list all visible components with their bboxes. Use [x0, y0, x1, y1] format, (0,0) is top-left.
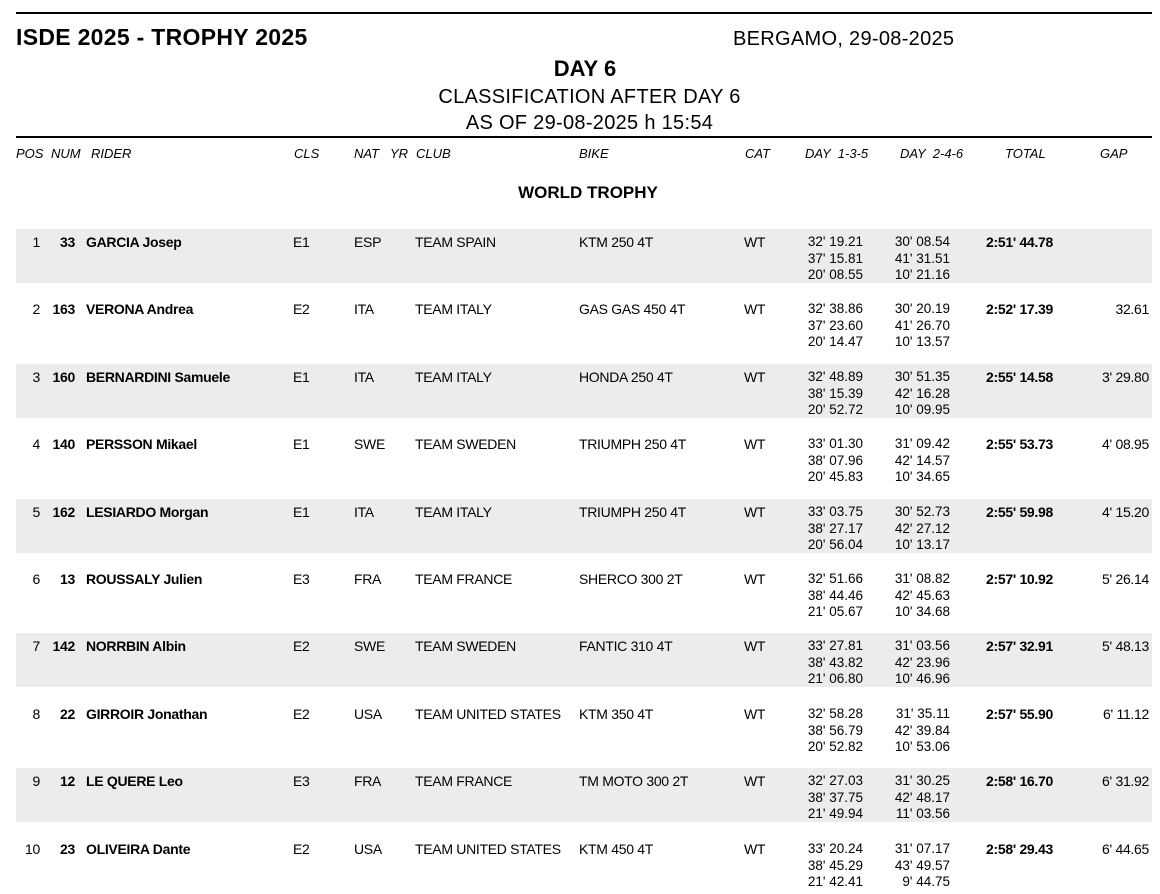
classification-heading: CLASSIFICATION AFTER DAY 6: [438, 86, 741, 108]
day246-time: 10' 46.96: [894, 671, 950, 686]
row-num: 160: [52, 369, 75, 385]
day246-time: 31' 08.82: [894, 571, 950, 586]
row-cat: WT: [744, 504, 766, 520]
row-day135-times: [786, 841, 863, 891]
row-bike: FANTIC 310 4T: [579, 638, 673, 654]
day135-time: 33' 27.81: [807, 638, 863, 653]
day246-time: 10' 34.65: [894, 469, 950, 484]
row-pos: 6: [32, 571, 40, 587]
row-day135-times: [786, 571, 863, 621]
table-row: [16, 768, 1152, 822]
col-day246: DAY 2-4-6: [900, 146, 964, 161]
row-gap: 3' 29.80: [1102, 369, 1149, 385]
day246-time: 31' 09.42: [894, 436, 950, 451]
col-pos: POS: [16, 146, 44, 161]
row-gap: 4' 15.20: [1102, 504, 1149, 520]
day246-time: 9' 44.75: [902, 874, 950, 889]
row-bike: KTM 450 4T: [579, 841, 654, 857]
row-day135-times: [786, 638, 863, 688]
row-club: TEAM SPAIN: [415, 234, 496, 250]
day135-time: 21' 05.67: [807, 604, 863, 619]
row-nat: ITA: [354, 301, 374, 317]
row-rider: ROUSSALY Julien: [86, 571, 203, 587]
col-gap: GAP: [1100, 146, 1128, 161]
row-bike: KTM 350 4T: [579, 706, 654, 722]
day135-time: 33' 01.30: [807, 436, 863, 451]
col-total: TOTAL: [1005, 146, 1046, 161]
day135-time: 32' 51.66: [807, 571, 863, 586]
row-day135-times: [786, 369, 863, 419]
day135-time: 21' 06.80: [807, 671, 863, 686]
row-day246-times: [876, 706, 950, 756]
row-nat: USA: [354, 706, 382, 722]
row-club: TEAM ITALY: [415, 369, 492, 385]
day135-time: 20' 52.72: [807, 402, 863, 417]
day246-time: 42' 39.84: [894, 722, 950, 738]
row-total: 2:57' 55.90: [986, 706, 1053, 722]
day135-time: 38' 43.82: [807, 654, 863, 670]
row-day135-times: [786, 706, 863, 756]
day135-time: 37' 15.81: [807, 250, 863, 266]
row-total: 2:57' 32.91: [986, 638, 1053, 654]
row-cls: E2: [293, 301, 310, 317]
row-nat: FRA: [354, 571, 382, 587]
day135-time: 20' 45.83: [807, 469, 863, 484]
day135-time: 20' 56.04: [807, 537, 863, 552]
day135-time: 32' 58.28: [807, 706, 863, 721]
day246-time: 10' 13.57: [894, 334, 950, 349]
row-pos: 9: [32, 773, 40, 789]
row-cls: E1: [293, 436, 310, 452]
col-day135: DAY 1-3-5: [805, 146, 869, 161]
row-nat: ESP: [354, 234, 382, 250]
row-cat: WT: [744, 369, 766, 385]
row-rider: NORRBIN Albin: [86, 638, 186, 654]
row-gap: 5' 48.13: [1102, 638, 1149, 654]
day135-time: 20' 14.47: [807, 334, 863, 349]
day135-time: 38' 15.39: [807, 385, 863, 401]
day246-time: 10' 09.95: [894, 402, 950, 417]
row-cls: E2: [293, 706, 310, 722]
header-rule: [16, 136, 1152, 138]
row-total: 2:51' 44.78: [986, 234, 1053, 250]
row-club: TEAM FRANCE: [415, 571, 513, 587]
table-row: [16, 701, 1152, 755]
row-day246-times: [876, 841, 950, 891]
row-total: 2:55' 14.58: [986, 369, 1053, 385]
col-nat: NAT: [354, 146, 380, 161]
day135-time: 32' 38.86: [807, 301, 863, 316]
row-gap: 4' 08.95: [1102, 436, 1149, 452]
row-cat: WT: [744, 436, 766, 452]
row-cat: WT: [744, 773, 766, 789]
day135-time: 33' 03.75: [807, 504, 863, 519]
row-pos: 7: [32, 638, 40, 654]
row-num: 12: [60, 773, 75, 789]
row-rider: VERONA Andrea: [86, 301, 194, 317]
row-cls: E2: [293, 841, 310, 857]
day135-time: 38' 44.46: [807, 587, 863, 603]
row-nat: USA: [354, 841, 382, 857]
row-pos: 4: [32, 436, 40, 452]
row-gap: 6' 31.92: [1102, 773, 1149, 789]
row-club: TEAM UNITED STATES: [415, 706, 561, 722]
row-day135-times: [786, 234, 863, 284]
row-nat: ITA: [354, 369, 374, 385]
day246-time: 41' 31.51: [894, 250, 950, 266]
day135-time: 21' 42.41: [807, 874, 863, 889]
row-rider: LE QUERE Leo: [86, 773, 183, 789]
row-rider: BERNARDINI Samuele: [86, 369, 230, 385]
day246-time: 10' 53.06: [894, 739, 950, 754]
table-row: [16, 566, 1152, 620]
row-nat: FRA: [354, 773, 382, 789]
row-gap: 6' 44.65: [1102, 841, 1149, 857]
day135-time: 20' 08.55: [807, 267, 863, 282]
row-total: 2:55' 53.73: [986, 436, 1053, 452]
day246-time: 10' 34.68: [894, 604, 950, 619]
row-num: 23: [60, 841, 75, 857]
day246-time: 10' 21.16: [894, 267, 950, 282]
row-num: 163: [52, 301, 75, 317]
section-title: WORLD TROPHY: [518, 183, 658, 202]
row-pos: 10: [25, 841, 40, 857]
row-cls: E2: [293, 638, 310, 654]
row-club: TEAM ITALY: [415, 504, 492, 520]
row-total: 2:55' 59.98: [986, 504, 1053, 520]
col-bike: BIKE: [579, 146, 609, 161]
row-cat: WT: [744, 234, 766, 250]
row-num: 13: [60, 571, 75, 587]
row-cat: WT: [744, 571, 766, 587]
row-num: 140: [52, 436, 75, 452]
row-cls: E1: [293, 234, 310, 250]
row-day135-times: [786, 301, 863, 351]
row-club: TEAM FRANCE: [415, 773, 513, 789]
row-day135-times: [786, 773, 863, 823]
day246-time: 42' 16.28: [894, 385, 950, 401]
row-num: 33: [60, 234, 75, 250]
table-row: [16, 296, 1152, 350]
table-row: [16, 229, 1152, 283]
col-club: CLUB: [416, 146, 451, 161]
day135-time: 38' 56.79: [807, 722, 863, 738]
table-row: [16, 364, 1152, 418]
col-rider: RIDER: [91, 146, 132, 161]
row-rider: GARCIA Josep: [86, 234, 182, 250]
day246-time: 41' 26.70: [894, 317, 950, 333]
row-day246-times: [876, 436, 950, 486]
row-day246-times: [876, 773, 950, 823]
row-num: 162: [52, 504, 75, 520]
row-total: 2:57' 10.92: [986, 571, 1053, 587]
row-bike: GAS GAS 450 4T: [579, 301, 686, 317]
row-pos: 3: [32, 369, 40, 385]
day246-time: 31' 03.56: [894, 638, 950, 653]
row-cat: WT: [744, 841, 766, 857]
row-day246-times: [876, 504, 950, 554]
row-total: 2:58' 29.43: [986, 841, 1053, 857]
day135-time: 38' 27.17: [807, 520, 863, 536]
day246-time: 30' 51.35: [894, 369, 950, 384]
day135-time: 21' 49.94: [807, 806, 863, 821]
day135-time: 38' 37.75: [807, 789, 863, 805]
day246-time: 10' 13.17: [894, 537, 950, 552]
row-total: 2:52' 17.39: [986, 301, 1053, 317]
day135-time: 32' 48.89: [807, 369, 863, 384]
row-nat: ITA: [354, 504, 374, 520]
day246-time: 31' 35.11: [895, 706, 950, 721]
table-row: [16, 633, 1152, 687]
day246-time: 42' 27.12: [894, 520, 950, 536]
day246-time: 42' 14.57: [894, 452, 950, 468]
row-day246-times: [876, 571, 950, 621]
col-yr: YR: [390, 146, 409, 161]
row-club: TEAM ITALY: [415, 301, 492, 317]
row-bike: HONDA 250 4T: [579, 369, 673, 385]
row-gap: 32.61: [1115, 301, 1149, 317]
row-gap: 5' 26.14: [1102, 571, 1149, 587]
row-total: 2:58' 16.70: [986, 773, 1053, 789]
day135-time: 33' 20.24: [807, 841, 863, 856]
row-cls: E3: [293, 571, 310, 587]
row-day135-times: [786, 504, 863, 554]
day246-time: 30' 20.19: [894, 301, 950, 316]
col-cls: CLS: [294, 146, 320, 161]
day135-time: 38' 45.29: [807, 857, 863, 873]
row-rider: OLIVEIRA Dante: [86, 841, 191, 857]
row-day135-times: [786, 436, 863, 486]
row-nat: SWE: [354, 638, 385, 654]
day246-time: 31' 30.25: [894, 773, 950, 788]
row-day246-times: [876, 301, 950, 351]
day246-time: 30' 52.73: [894, 504, 950, 519]
row-rider: GIRROIR Jonathan: [86, 706, 208, 722]
col-cat: CAT: [745, 146, 771, 161]
day246-time: 31' 07.17: [894, 841, 950, 856]
row-club: TEAM SWEDEN: [415, 638, 516, 654]
row-cls: E1: [293, 369, 310, 385]
row-pos: 5: [32, 504, 40, 520]
col-num: NUM: [51, 146, 81, 161]
row-day246-times: [876, 638, 950, 688]
row-nat: SWE: [354, 436, 385, 452]
as-of-heading: AS OF 29-08-2025 h 15:54: [465, 112, 714, 134]
day246-time: 30' 08.54: [894, 234, 950, 249]
row-pos: 8: [32, 706, 40, 722]
row-pos: 1: [32, 234, 40, 250]
row-cat: WT: [744, 301, 766, 317]
row-gap: 6' 11.12: [1103, 706, 1149, 722]
day135-time: 38' 07.96: [807, 452, 863, 468]
day135-time: 37' 23.60: [807, 317, 863, 333]
row-bike: SHERCO 300 2T: [579, 571, 683, 587]
day135-time: 20' 52.82: [807, 739, 863, 754]
row-club: TEAM UNITED STATES: [415, 841, 561, 857]
row-num: 22: [60, 706, 75, 722]
row-rider: PERSSON Mikael: [86, 436, 197, 452]
row-cat: WT: [744, 638, 766, 654]
day246-time: 11' 03.56: [895, 806, 950, 821]
top-rule: [16, 12, 1152, 14]
day-heading: DAY 6: [553, 56, 617, 81]
table-row: [16, 431, 1152, 485]
event-title: ISDE 2025 - TROPHY 2025: [16, 24, 308, 50]
day246-time: 42' 45.63: [894, 587, 950, 603]
row-pos: 2: [32, 301, 40, 317]
row-cls: E1: [293, 504, 310, 520]
table-row: [16, 499, 1152, 553]
table-row: [16, 836, 1152, 890]
row-cat: WT: [744, 706, 766, 722]
row-bike: TRIUMPH 250 4T: [579, 504, 687, 520]
day246-time: 42' 48.17: [894, 789, 950, 805]
row-bike: TRIUMPH 250 4T: [579, 436, 687, 452]
day246-time: 43' 49.57: [894, 857, 950, 873]
row-club: TEAM SWEDEN: [415, 436, 516, 452]
day246-time: 42' 23.96: [894, 654, 950, 670]
row-day246-times: [876, 234, 950, 284]
row-bike: TM MOTO 300 2T: [579, 773, 689, 789]
row-num: 142: [52, 638, 75, 654]
row-bike: KTM 250 4T: [579, 234, 654, 250]
row-day246-times: [876, 369, 950, 419]
day135-time: 32' 19.21: [807, 234, 863, 249]
day135-time: 32' 27.03: [807, 773, 863, 788]
row-rider: LESIARDO Morgan: [86, 504, 209, 520]
row-cls: E3: [293, 773, 310, 789]
place-date: BERGAMO, 29-08-2025: [733, 28, 955, 50]
